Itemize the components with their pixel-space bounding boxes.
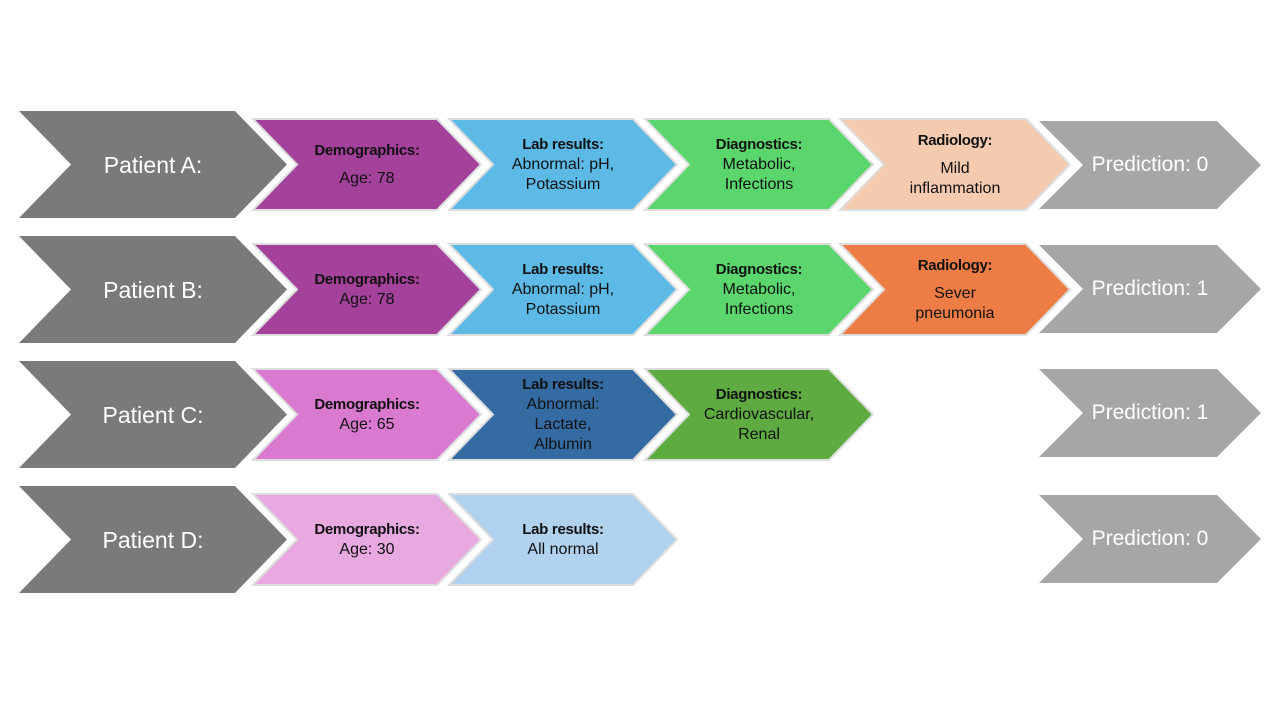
patient-a-radiology	[840, 119, 1070, 210]
patient-c-demographics	[253, 369, 481, 460]
prediction-label: Prediction: 0	[1091, 527, 1209, 550]
diagnostics-value: Metabolic, Infections	[722, 155, 796, 193]
demographics-label: Demographics:	[314, 395, 420, 413]
patient-b-diagnostics	[645, 244, 873, 335]
prediction-label: Prediction: 0	[1091, 153, 1209, 176]
lab-label: Lab results:	[522, 260, 604, 278]
patient-d-chevron	[19, 486, 287, 593]
diagnostics-label: Diagnostics:	[715, 135, 803, 153]
radiology-value: Mild inflammation	[909, 159, 1001, 197]
demographics-value: Age: 78	[339, 290, 395, 308]
patient-c-prediction	[1039, 369, 1261, 457]
lab-value: Abnormal: pH, Potassium	[511, 155, 615, 193]
patient-b-label: Patient B:	[103, 276, 203, 303]
lab-value: All normal	[527, 540, 599, 558]
diagnostics-label: Diagnostics:	[715, 385, 803, 403]
prediction-label: Prediction: 1	[1091, 277, 1209, 300]
lab-label: Lab results:	[522, 135, 604, 153]
demographics-label: Demographics:	[314, 141, 420, 159]
demographics-value: Age: 78	[339, 169, 395, 187]
patient-a-label: Patient A:	[103, 151, 203, 178]
diagnostics-label: Diagnostics:	[715, 260, 803, 278]
patient-a-prediction	[1039, 121, 1261, 209]
patient-b-lab	[449, 244, 677, 335]
lab-label: Lab results:	[522, 520, 604, 538]
patient-c-chevron	[19, 361, 287, 468]
patient-b-prediction	[1039, 245, 1261, 333]
demographics-value: Age: 30	[339, 540, 395, 558]
lab-label: Lab results:	[522, 375, 604, 393]
patient-a-chevron	[19, 111, 287, 218]
prediction-label: Prediction: 1	[1091, 401, 1209, 424]
patient-c-diagnostics	[645, 369, 873, 460]
lab-value: Abnormal: pH, Potassium	[511, 280, 615, 318]
patient-a-lab	[449, 119, 677, 210]
diagnostics-value: Cardiovascular, Renal	[703, 405, 815, 443]
diagnostics-value: Metabolic, Infections	[722, 280, 796, 318]
patient-b-chevron	[19, 236, 287, 343]
lab-value: Abnormal: Lactate, Albumin	[526, 395, 600, 453]
patient-d-prediction	[1039, 495, 1261, 583]
patient-b-radiology	[840, 244, 1070, 335]
patient-a-demographics	[253, 119, 481, 210]
patient-a-diagnostics	[645, 119, 873, 210]
patient-d-demographics	[253, 494, 481, 585]
radiology-value: Sever pneumonia	[915, 284, 995, 322]
radiology-label: Radiology:	[917, 256, 993, 274]
patient-c-lab	[449, 369, 677, 460]
patient-d-label: Patient D:	[102, 526, 204, 553]
demographics-label: Demographics:	[314, 270, 420, 288]
demographics-label: Demographics:	[314, 520, 420, 538]
patient-b-demographics	[253, 244, 481, 335]
demographics-value: Age: 65	[339, 415, 395, 433]
radiology-label: Radiology:	[917, 131, 993, 149]
patient-c-label: Patient C:	[102, 401, 204, 428]
patient-d-lab	[449, 494, 677, 585]
